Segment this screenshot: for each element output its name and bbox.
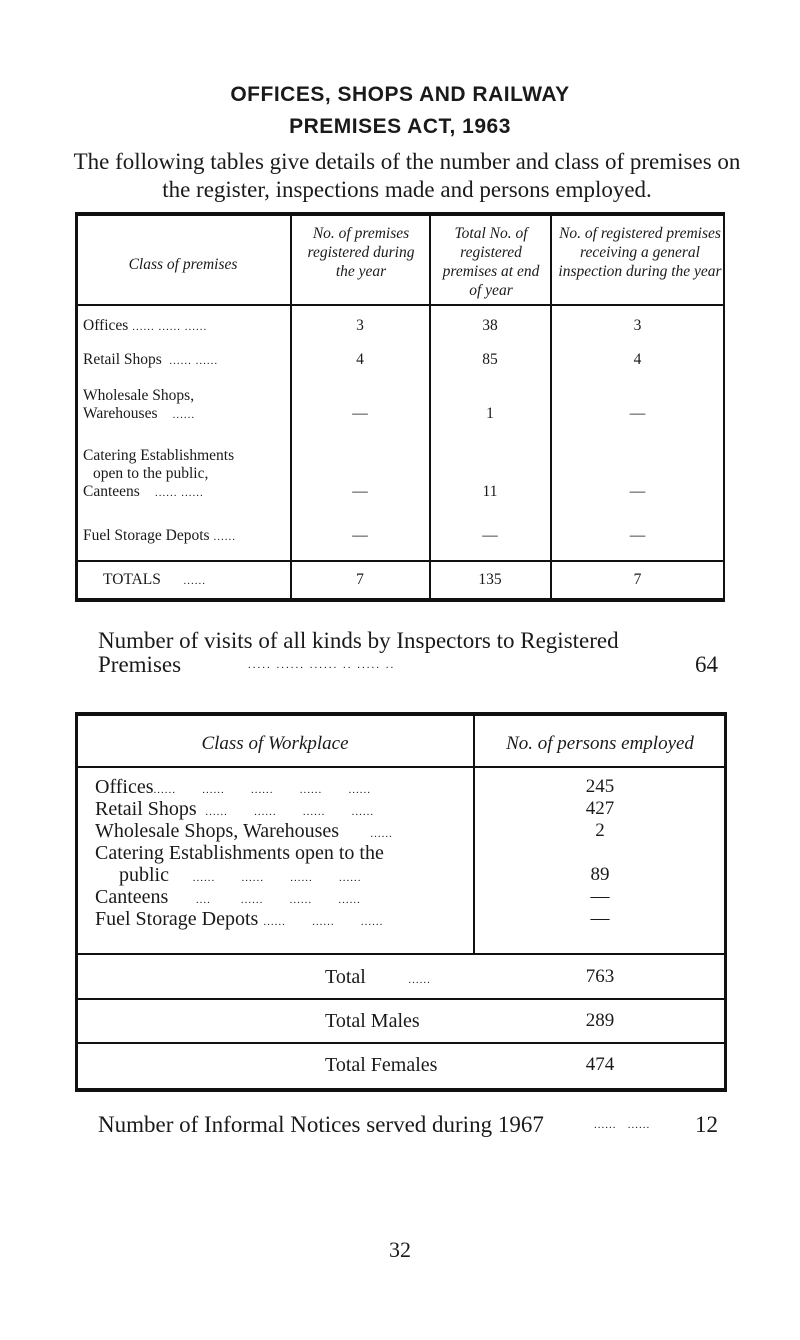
visits-line1: Number of visits of all kinds by Inspectors to Registered [98, 628, 619, 653]
row-label-retail: Retail Shops ...... ...... ...... ...... [95, 798, 375, 820]
employment-table [75, 712, 727, 1092]
page-number: 32 [389, 1237, 411, 1262]
cell: — [482, 527, 498, 544]
total-females-label: Total Females [325, 1054, 438, 1076]
notices-line: Number of Informal Notices served during 1967 ...... ...... 12 [98, 1112, 718, 1137]
row-label-fuel: Fuel Storage Depots ...... [83, 527, 236, 544]
cell: 3 [356, 317, 364, 334]
cell: 135 [478, 571, 502, 588]
premises-table [75, 212, 725, 602]
cell: 7 [633, 571, 642, 588]
cell: — [629, 405, 646, 422]
row-label-catering-2: public ...... ...... ...... ...... [119, 864, 362, 886]
totals-label: TOTALS ...... [103, 571, 207, 588]
total-females-value: 474 [585, 1054, 615, 1075]
cell: — [590, 908, 610, 929]
row-label-retail: Retail Shops ...... ...... [83, 351, 219, 368]
cell: 85 [482, 351, 498, 368]
total-value: 763 [585, 966, 615, 987]
total-label: Total ...... [325, 966, 431, 988]
cell: — [352, 527, 368, 544]
header-inspected: No. of registered premises receiving a general inspection during the year [558, 225, 722, 280]
row-label-wholesale-2: Warehouses ...... [83, 405, 196, 422]
cell: — [352, 483, 368, 500]
row-label-catering: Catering Establishments open to the [95, 842, 384, 864]
cell: 89 [590, 864, 610, 885]
cell: 3 [633, 317, 642, 334]
cell: — [629, 527, 646, 544]
cell: 4 [633, 351, 642, 368]
cell: 427 [585, 798, 615, 819]
cell: 4 [356, 351, 364, 368]
cell: 7 [356, 571, 364, 588]
row-label-catering-3: Canteens ...... ...... [83, 483, 204, 500]
page-title: OFFICES, SHOPS AND RAILWAY [230, 83, 570, 106]
page-title-line2: PREMISES ACT, 1963 [289, 115, 511, 138]
cell: — [590, 886, 610, 907]
visits-line2: Premises ..... ...... ...... .. ..... .. 64 [98, 652, 718, 677]
total-males-label: Total Males [325, 1010, 420, 1032]
row-label-catering-2: open to the public, [93, 465, 209, 482]
row-label-offices: Offices...... ...... ...... ...... ...... [95, 776, 371, 798]
intro-paragraph: The following tables give details of the number and class of premises on the register, inspections made and persons employed. [73, 149, 741, 202]
cell: 245 [585, 776, 615, 797]
cell: 2 [595, 820, 605, 841]
header-workplace: Class of Workplace [201, 733, 349, 754]
header-registered: No. of premises registered during the year [307, 225, 415, 280]
header-persons: No. of persons employed [506, 733, 694, 754]
visits-value: 64 [695, 652, 718, 677]
row-label-canteens: Canteens .... ...... ...... ...... [95, 886, 361, 908]
notices-value: 12 [695, 1112, 718, 1137]
cell: — [352, 405, 368, 422]
cell: 11 [482, 483, 498, 500]
header-class: Class of premises [128, 256, 238, 273]
total-males-value: 289 [585, 1010, 615, 1031]
cell: 1 [486, 405, 494, 422]
cell: — [629, 483, 646, 500]
row-label-wholesale: Wholesale Shops, Warehouses ...... [95, 820, 393, 842]
header-total: Total No. of registered premises at end of year [442, 225, 540, 299]
row-label-offices: Offices ...... ...... ...... [83, 317, 208, 334]
row-label-wholesale: Wholesale Shops, [83, 387, 195, 404]
cell: 38 [482, 317, 498, 334]
row-label-fuel: Fuel Storage Depots ...... ...... ...... [95, 908, 384, 930]
row-label-catering: Catering Establishments [83, 447, 235, 464]
